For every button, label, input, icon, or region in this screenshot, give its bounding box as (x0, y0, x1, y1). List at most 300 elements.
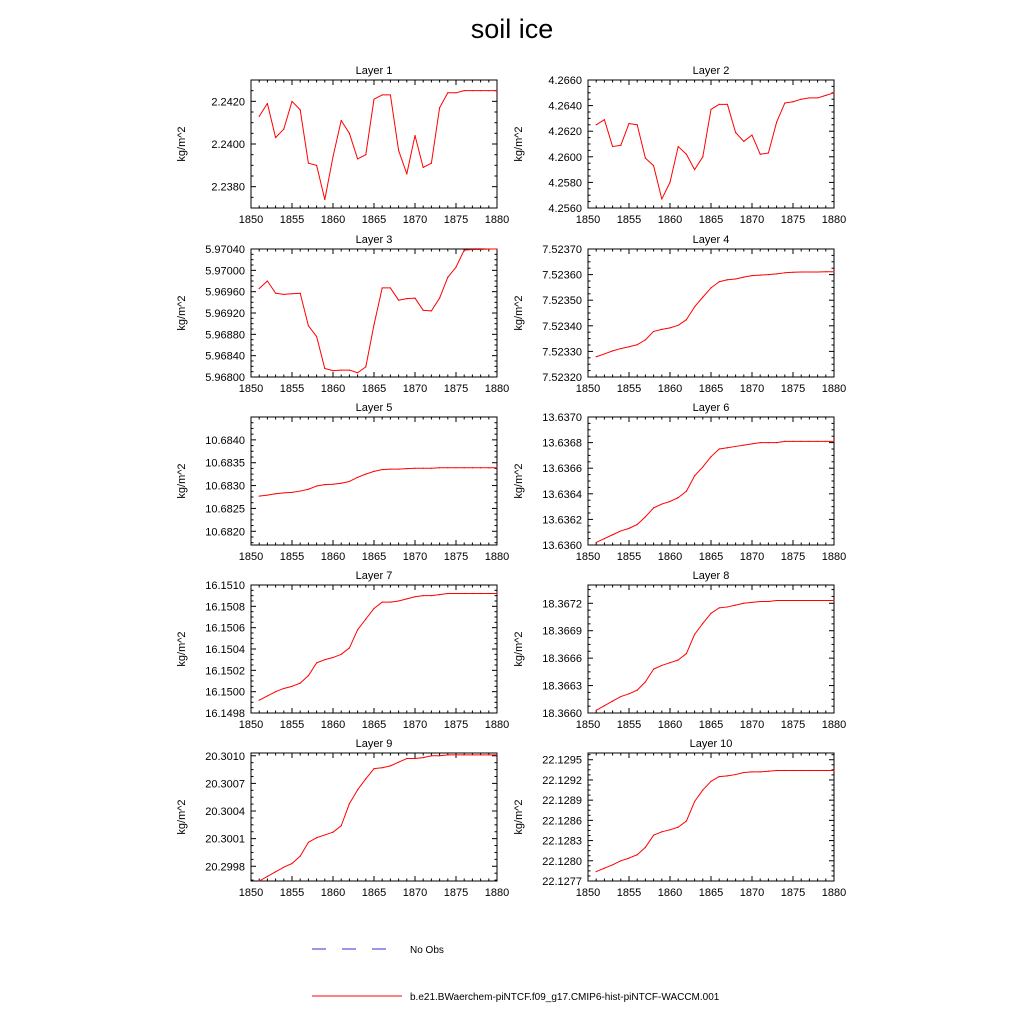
data-point (686, 820, 687, 821)
data-point (661, 329, 662, 330)
data-point (628, 123, 629, 124)
panel-title: Layer 3 (355, 234, 393, 246)
data-point (817, 271, 818, 272)
data-point (710, 781, 711, 782)
data-point (596, 710, 597, 711)
data-point (653, 165, 654, 166)
data-point (398, 300, 399, 301)
data-point (447, 92, 448, 93)
data-point (373, 471, 374, 472)
y-tick-label: 16.1506 (205, 622, 245, 635)
panel-title: Layer 9 (355, 738, 393, 750)
data-point (480, 593, 481, 594)
data-point (678, 497, 679, 498)
data-point (645, 339, 646, 340)
data-point (480, 467, 481, 468)
data-point (710, 287, 711, 288)
data-point (669, 829, 670, 830)
data-point (743, 603, 744, 604)
data-point (382, 767, 383, 768)
data-point (464, 467, 465, 468)
x-tick-label: 1855 (616, 551, 642, 563)
data-point (283, 492, 284, 493)
data-point (768, 274, 769, 275)
panel-title: Layer 1 (355, 65, 393, 77)
y-tick-label: 4.2620 (548, 126, 582, 139)
data-point (760, 275, 761, 276)
data-point (373, 324, 374, 325)
data-point (365, 366, 366, 367)
data-point (628, 528, 629, 529)
data-point (267, 103, 268, 104)
data-point (612, 350, 613, 351)
data-point (817, 441, 818, 442)
data-point (686, 491, 687, 492)
panel-title: Layer 2 (692, 65, 730, 77)
x-tick-label: 1855 (279, 383, 305, 395)
data-point (431, 595, 432, 596)
data-point (694, 634, 695, 635)
data-point (341, 825, 342, 826)
y-tick-label: 5.96960 (205, 286, 245, 299)
data-point (316, 485, 317, 486)
data-point (686, 653, 687, 654)
panel-title: Layer 8 (692, 570, 730, 582)
x-tick-label: 1865 (698, 719, 724, 731)
data-point (406, 468, 407, 469)
data-point (751, 602, 752, 603)
data-point (390, 287, 391, 288)
y-tick-label: 22.1289 (542, 795, 582, 808)
data-point (291, 492, 292, 493)
data-point (645, 157, 646, 158)
data-point (431, 310, 432, 311)
data-point (710, 109, 711, 110)
legend-model-label: b.e21.BWaerchem-piNTCF.f09_g17.CMIP6-hist-piNTCF-WACCM.001 (410, 992, 720, 1003)
legend-item-model (312, 992, 720, 1003)
x-tick-label: 1850 (238, 383, 264, 395)
x-tick-label: 1870 (739, 551, 765, 563)
data-point (324, 834, 325, 835)
data-point (275, 137, 276, 138)
y-tick-label: 10.6835 (205, 457, 245, 470)
data-point (341, 483, 342, 484)
y-tick-label: 22.1286 (542, 815, 582, 828)
data-point (447, 277, 448, 278)
data-point (455, 593, 456, 594)
data-point (604, 538, 605, 539)
x-tick-label: 1875 (780, 214, 806, 226)
data-point (776, 273, 777, 274)
data-point (267, 695, 268, 696)
data-point (825, 271, 826, 272)
data-point (365, 474, 366, 475)
series-line (596, 441, 835, 543)
data-point (324, 659, 325, 660)
plot-frame (251, 249, 497, 377)
data-point (291, 101, 292, 102)
data-point (743, 277, 744, 278)
series-path (596, 601, 834, 711)
series-line (596, 770, 835, 872)
data-point (275, 691, 276, 692)
data-point (833, 600, 834, 601)
y-tick-label: 10.6830 (205, 480, 245, 493)
data-point (365, 619, 366, 620)
legend (0, 930, 1024, 1010)
data-point (653, 835, 654, 836)
data-point (678, 827, 679, 828)
data-point (283, 294, 284, 295)
data-point (349, 133, 350, 134)
x-tick-label: 1870 (739, 719, 765, 731)
x-tick-label: 1865 (361, 551, 387, 563)
data-point (259, 495, 260, 496)
data-point (702, 789, 703, 790)
data-point (833, 770, 834, 771)
data-point (596, 542, 597, 543)
data-point (735, 278, 736, 279)
y-tick-label: 18.3669 (542, 625, 582, 638)
data-point (275, 871, 276, 872)
data-point (743, 445, 744, 446)
data-point (349, 369, 350, 370)
y-axis-label: kg/m^2 (176, 126, 188, 162)
y-axis-label: kg/m^2 (513, 295, 525, 331)
data-point (464, 90, 465, 91)
series-line (259, 248, 498, 373)
y-tick-label: 20.3010 (205, 750, 245, 763)
data-point (480, 249, 481, 250)
data-point (833, 441, 834, 442)
x-tick-label: 1860 (320, 214, 346, 226)
series-line (596, 271, 835, 357)
data-point (406, 598, 407, 599)
panel-title: Layer 7 (355, 570, 393, 582)
data-point (694, 475, 695, 476)
data-point (291, 863, 292, 864)
y-axis-label: kg/m^2 (176, 799, 188, 835)
data-point (414, 596, 415, 597)
data-point (300, 683, 301, 684)
data-point (735, 774, 736, 775)
data-point (817, 600, 818, 601)
data-point (694, 169, 695, 170)
data-point (637, 690, 638, 691)
data-point (735, 446, 736, 447)
y-tick-label: 7.52320 (542, 372, 582, 384)
data-point (316, 165, 317, 166)
data-point (472, 593, 473, 594)
x-tick-label: 1855 (279, 887, 305, 899)
data-point (373, 608, 374, 609)
data-point (423, 167, 424, 168)
data-point (678, 325, 679, 326)
data-point (768, 152, 769, 153)
series-path (259, 468, 497, 496)
data-point (455, 92, 456, 93)
y-tick-label: 22.1280 (542, 855, 582, 868)
panel-layer-9 (176, 738, 509, 899)
data-point (669, 182, 670, 183)
data-point (308, 163, 309, 164)
data-point (645, 847, 646, 848)
x-tick-label: 1870 (402, 551, 428, 563)
data-point (480, 754, 481, 755)
data-point (719, 281, 720, 282)
data-point (464, 249, 465, 250)
data-point (817, 97, 818, 98)
data-point (390, 601, 391, 602)
x-tick-label: 1855 (279, 551, 305, 563)
y-tick-label: 4.2660 (548, 75, 582, 87)
data-point (620, 348, 621, 349)
data-point (382, 469, 383, 470)
data-point (776, 122, 777, 123)
x-tick-label: 1850 (238, 719, 264, 731)
data-point (349, 481, 350, 482)
plot-frame (251, 417, 497, 545)
data-point (464, 754, 465, 755)
data-point (431, 163, 432, 164)
data-point (801, 770, 802, 771)
x-tick-label: 1870 (739, 887, 765, 899)
data-point (488, 90, 489, 91)
data-point (398, 600, 399, 601)
data-point (259, 700, 260, 701)
y-tick-label: 16.1498 (205, 708, 245, 720)
plot-frame (588, 417, 834, 545)
data-point (825, 95, 826, 96)
y-tick-label: 13.6368 (542, 437, 582, 450)
data-point (686, 319, 687, 320)
data-point (792, 272, 793, 273)
x-tick-label: 1880 (821, 719, 847, 731)
x-tick-label: 1860 (657, 383, 683, 395)
data-point (414, 297, 415, 298)
data-point (455, 267, 456, 268)
data-point (596, 871, 597, 872)
x-tick-label: 1870 (402, 719, 428, 731)
y-tick-label: 16.1502 (205, 665, 245, 678)
plot-frame (588, 80, 834, 208)
data-point (801, 99, 802, 100)
x-tick-label: 1860 (657, 887, 683, 899)
series-path (596, 272, 834, 357)
data-point (833, 271, 834, 272)
data-point (324, 368, 325, 369)
x-tick-label: 1865 (361, 887, 387, 899)
data-point (727, 104, 728, 105)
x-tick-label: 1860 (657, 719, 683, 731)
y-tick-label: 18.3660 (542, 708, 582, 720)
data-point (431, 755, 432, 756)
data-point (472, 467, 473, 468)
x-tick-label: 1865 (361, 719, 387, 731)
data-point (776, 600, 777, 601)
y-axis-label: kg/m^2 (176, 295, 188, 331)
data-point (637, 344, 638, 345)
data-point (801, 600, 802, 601)
data-point (275, 293, 276, 294)
data-point (784, 102, 785, 103)
data-point (809, 600, 810, 601)
y-tick-label: 7.52350 (542, 295, 582, 308)
data-point (439, 755, 440, 756)
data-point (349, 647, 350, 648)
y-tick-label: 18.3666 (542, 653, 582, 666)
data-point (308, 325, 309, 326)
data-point (423, 595, 424, 596)
y-tick-label: 20.2998 (205, 861, 245, 874)
y-tick-label: 18.3663 (542, 680, 582, 693)
y-tick-label: 10.6825 (205, 503, 245, 516)
panel-layer-4 (513, 234, 846, 395)
data-point (283, 867, 284, 868)
data-point (653, 507, 654, 508)
data-point (719, 448, 720, 449)
data-point (472, 754, 473, 755)
series-line (259, 754, 498, 881)
data-point (809, 441, 810, 442)
panel-layer-2 (513, 65, 846, 226)
data-point (751, 134, 752, 135)
data-point (349, 803, 350, 804)
data-point (768, 601, 769, 602)
data-point (488, 248, 489, 249)
data-point (760, 442, 761, 443)
plot-frame (588, 585, 834, 713)
data-point (488, 754, 489, 755)
y-axis-label: kg/m^2 (176, 463, 188, 499)
y-tick-label: 22.1292 (542, 774, 582, 787)
data-point (300, 109, 301, 110)
data-point (332, 832, 333, 833)
data-point (743, 772, 744, 773)
series-path (259, 594, 497, 701)
plot-frame (588, 249, 834, 377)
data-point (357, 372, 358, 373)
x-tick-label: 1870 (739, 214, 765, 226)
x-tick-label: 1855 (616, 383, 642, 395)
y-tick-label: 5.96880 (205, 329, 245, 342)
data-point (423, 468, 424, 469)
data-point (719, 607, 720, 608)
x-tick-label: 1865 (698, 214, 724, 226)
data-point (825, 441, 826, 442)
x-tick-label: 1865 (361, 383, 387, 395)
y-tick-label: 4.2580 (548, 177, 582, 190)
y-tick-label: 20.3007 (205, 778, 245, 791)
data-point (817, 770, 818, 771)
data-point (604, 868, 605, 869)
panel-layer-5 (176, 402, 509, 563)
data-point (316, 837, 317, 838)
x-tick-label: 1855 (616, 214, 642, 226)
data-point (259, 880, 260, 881)
data-point (686, 154, 687, 155)
data-point (628, 346, 629, 347)
data-point (801, 271, 802, 272)
data-point (423, 757, 424, 758)
series-line (596, 92, 835, 199)
y-tick-label: 13.6362 (542, 514, 582, 527)
x-tick-label: 1880 (821, 383, 847, 395)
x-tick-label: 1870 (402, 383, 428, 395)
panel-layer-3 (176, 234, 509, 395)
y-tick-label: 7.52330 (542, 346, 582, 359)
y-tick-label: 18.3672 (542, 598, 582, 611)
x-tick-label: 1875 (443, 214, 469, 226)
data-point (332, 657, 333, 658)
data-point (332, 156, 333, 157)
x-tick-label: 1880 (484, 887, 510, 899)
x-tick-label: 1880 (484, 719, 510, 731)
data-point (637, 524, 638, 525)
data-point (809, 770, 810, 771)
data-point (267, 280, 268, 281)
x-tick-label: 1865 (698, 383, 724, 395)
data-point (694, 306, 695, 307)
y-tick-label: 22.1295 (542, 754, 582, 767)
y-tick-label: 4.2640 (548, 100, 582, 113)
data-point (308, 842, 309, 843)
figure-title: soil ice (470, 14, 554, 44)
data-point (792, 101, 793, 102)
data-point (669, 501, 670, 502)
x-tick-label: 1850 (575, 887, 601, 899)
data-point (669, 327, 670, 328)
x-tick-label: 1865 (698, 887, 724, 899)
data-point (784, 272, 785, 273)
panel-layer-6 (513, 402, 846, 563)
x-tick-label: 1860 (320, 551, 346, 563)
y-tick-label: 22.1283 (542, 835, 582, 848)
x-tick-label: 1875 (443, 887, 469, 899)
series-path (259, 91, 497, 200)
data-point (365, 778, 366, 779)
data-point (620, 696, 621, 697)
data-point (283, 128, 284, 129)
x-tick-label: 1870 (402, 214, 428, 226)
data-point (620, 530, 621, 531)
data-point (267, 495, 268, 496)
data-point (373, 99, 374, 100)
x-tick-label: 1880 (484, 551, 510, 563)
y-tick-label: 7.52340 (542, 320, 582, 333)
x-tick-label: 1870 (739, 383, 765, 395)
x-tick-label: 1855 (616, 719, 642, 731)
data-point (735, 605, 736, 606)
x-tick-label: 1855 (279, 719, 305, 731)
data-point (496, 90, 497, 91)
data-point (678, 659, 679, 660)
data-point (439, 107, 440, 108)
y-tick-label: 16.1500 (205, 686, 245, 699)
plot-frame (251, 753, 497, 881)
data-point (259, 116, 260, 117)
data-point (727, 279, 728, 280)
data-point (382, 94, 383, 95)
y-tick-label: 7.52370 (542, 244, 582, 256)
data-point (792, 770, 793, 771)
data-point (661, 665, 662, 666)
data-point (382, 601, 383, 602)
data-point (423, 310, 424, 311)
x-tick-label: 1860 (657, 214, 683, 226)
x-tick-label: 1860 (320, 887, 346, 899)
data-point (480, 90, 481, 91)
